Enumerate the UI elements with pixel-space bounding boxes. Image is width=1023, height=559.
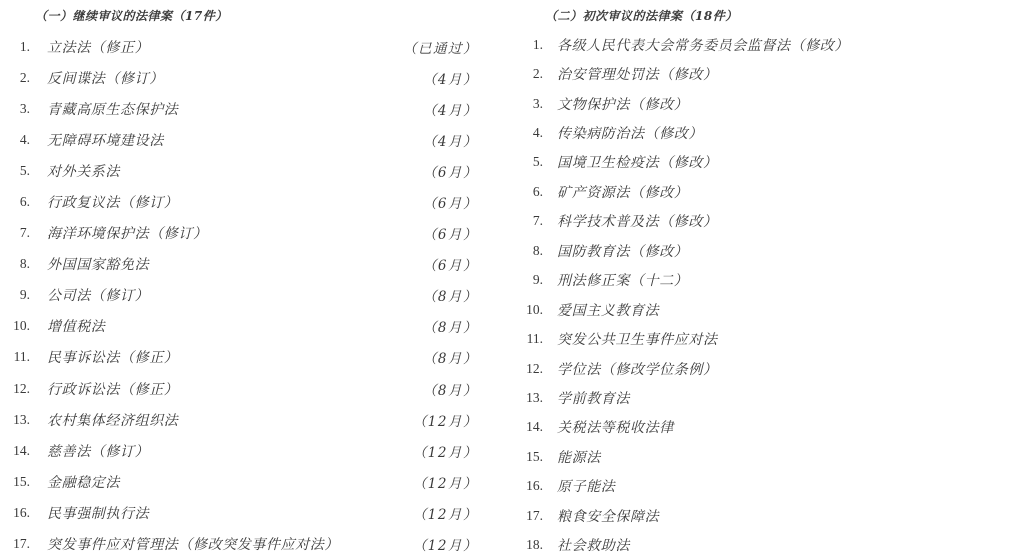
law-title: 突发事件应对管理法（修改突发事件应对法）	[47, 537, 339, 554]
law-list-item	[512, 354, 978, 383]
item-number: 2.	[19, 69, 30, 85]
section-continued-review	[0, 0, 478, 559]
law-list-item	[512, 530, 978, 559]
item-number: 12.	[13, 380, 30, 396]
law-list-item	[512, 442, 978, 471]
law-title: 公司法（修订）	[47, 288, 150, 305]
law-list-item	[0, 373, 478, 404]
item-number: 8.	[19, 256, 30, 272]
item-number: 9.	[19, 287, 30, 303]
item-number: 2.	[532, 66, 543, 82]
item-status: （8月）	[422, 289, 478, 306]
law-title: 学前教育法	[557, 390, 630, 407]
law-list-item	[512, 59, 978, 88]
law-list-item	[512, 177, 978, 206]
item-status: （12月）	[412, 413, 478, 430]
law-title: 海洋环境保护法（修订）	[47, 226, 208, 243]
law-title: 关税法等税收法律	[557, 420, 674, 437]
item-number: 4.	[532, 125, 543, 141]
law-list-item	[512, 89, 978, 118]
section-heading-continued-review: （一）继续审议的法律案（17件）	[35, 9, 228, 23]
law-list-continued-review	[0, 31, 478, 559]
section-heading-first-review: （二）初次审议的法律案（18件）	[545, 9, 738, 23]
law-title: 突发公共卫生事件应对法	[557, 332, 718, 349]
law-title: 原子能法	[557, 479, 616, 496]
item-number: 5.	[532, 154, 543, 170]
item-number: 3.	[19, 100, 30, 116]
law-title: 社会救助法	[557, 538, 630, 555]
item-number: 6.	[19, 194, 30, 210]
item-number: 4.	[19, 131, 30, 147]
item-number: 17.	[526, 507, 543, 523]
item-status: （12月）	[412, 506, 478, 523]
section-first-review	[512, 0, 978, 559]
item-number: 16.	[526, 478, 543, 494]
item-number: 5.	[19, 162, 30, 178]
law-list-item	[0, 93, 478, 124]
law-title: 粮食安全保障法	[557, 508, 660, 525]
item-number: 11.	[526, 331, 543, 347]
item-number: 10.	[526, 301, 543, 317]
item-number: 7.	[532, 213, 543, 229]
item-status: （6月）	[422, 227, 478, 244]
item-status: （6月）	[422, 196, 478, 213]
item-number: 6.	[532, 183, 543, 199]
item-number: 13.	[13, 411, 30, 427]
law-list-item	[512, 413, 978, 442]
item-status: （8月）	[422, 382, 478, 399]
law-list-item	[0, 342, 478, 373]
item-status: （4月）	[422, 71, 478, 88]
law-list-item	[0, 218, 478, 249]
item-number: 3.	[532, 95, 543, 111]
item-number: 15.	[13, 473, 30, 489]
law-title: 国防教育法（修改）	[557, 243, 689, 260]
item-number: 17.	[13, 536, 30, 552]
item-number: 18.	[526, 537, 543, 553]
law-list-item	[512, 118, 978, 147]
item-status: （12月）	[412, 444, 478, 461]
item-number: 1.	[532, 36, 543, 52]
law-title: 外国国家豁免法	[47, 257, 150, 274]
law-title: 金融稳定法	[47, 474, 120, 491]
law-title: 国境卫生检疫法（修改）	[557, 155, 718, 172]
item-number: 12.	[526, 360, 543, 376]
item-number: 14.	[13, 442, 30, 458]
item-status: （6月）	[422, 258, 478, 275]
item-number: 16.	[13, 504, 30, 520]
law-title: 增值税法	[47, 319, 106, 336]
law-list-item	[0, 186, 478, 217]
law-title: 民事强制执行法	[47, 505, 150, 522]
law-list-item	[512, 148, 978, 177]
law-list-item	[0, 529, 478, 559]
law-list-item	[0, 31, 478, 62]
law-list-item	[512, 472, 978, 501]
law-title: 能源法	[557, 449, 601, 466]
item-number: 8.	[532, 242, 543, 258]
law-title: 矿产资源法（修改）	[557, 184, 689, 201]
law-title: 农村集体经济组织法	[47, 412, 179, 429]
law-list-item	[0, 497, 478, 528]
item-status: （4月）	[422, 102, 478, 119]
item-number: 13.	[526, 389, 543, 405]
item-status: （4月）	[422, 133, 478, 150]
law-list-item	[512, 383, 978, 412]
item-number: 14.	[526, 419, 543, 435]
law-title: 刑法修正案（十二）	[557, 273, 689, 290]
law-list-item	[0, 62, 478, 93]
law-title: 各级人民代表大会常务委员会监督法（修改）	[557, 37, 849, 54]
law-list-item	[512, 236, 978, 265]
law-list-item	[0, 249, 478, 280]
item-number: 1.	[19, 38, 30, 54]
law-title: 无障碍环境建设法	[47, 132, 164, 149]
law-title: 对外关系法	[47, 163, 120, 180]
law-title: 传染病防治法（修改）	[557, 126, 703, 143]
law-title: 行政诉讼法（修正）	[47, 381, 179, 398]
law-title: 慈善法（修订）	[47, 443, 150, 460]
law-title: 爱国主义教育法	[557, 302, 660, 319]
law-title: 行政复议法（修订）	[47, 195, 179, 212]
law-title: 治安管理处罚法（修改）	[557, 67, 718, 84]
law-title: 立法法（修正）	[47, 39, 150, 56]
law-list-item	[0, 124, 478, 155]
law-list-item	[512, 324, 978, 353]
item-status: （6月）	[422, 164, 478, 181]
item-status: （12月）	[412, 475, 478, 492]
law-list-item	[0, 155, 478, 186]
law-title: 民事诉讼法（修正）	[47, 350, 179, 367]
law-list-item	[0, 466, 478, 497]
item-number: 11.	[13, 349, 30, 365]
item-status: （8月）	[422, 320, 478, 337]
law-list-first-review	[512, 30, 978, 559]
law-list-item	[512, 266, 978, 295]
law-list-item	[512, 501, 978, 530]
law-title: 学位法（修改学位条例）	[557, 361, 718, 378]
law-title: 反间谍法（修订）	[47, 70, 164, 87]
law-title: 科学技术普及法（修改）	[557, 214, 718, 231]
item-number: 15.	[526, 448, 543, 464]
law-title: 青藏高原生态保护法	[47, 101, 179, 118]
item-number: 7.	[19, 225, 30, 241]
law-list-item	[0, 435, 478, 466]
law-list-item	[0, 280, 478, 311]
law-list-item	[512, 207, 978, 236]
item-status: （已通过）	[403, 40, 478, 57]
item-number: 9.	[532, 272, 543, 288]
item-status: （12月）	[412, 538, 478, 555]
item-status: （8月）	[422, 351, 478, 368]
law-list-item	[512, 30, 978, 59]
law-list-item	[512, 295, 978, 324]
law-list-item	[0, 404, 478, 435]
law-title: 文物保护法（修改）	[557, 96, 689, 113]
item-number: 10.	[13, 318, 30, 334]
law-list-item	[0, 311, 478, 342]
